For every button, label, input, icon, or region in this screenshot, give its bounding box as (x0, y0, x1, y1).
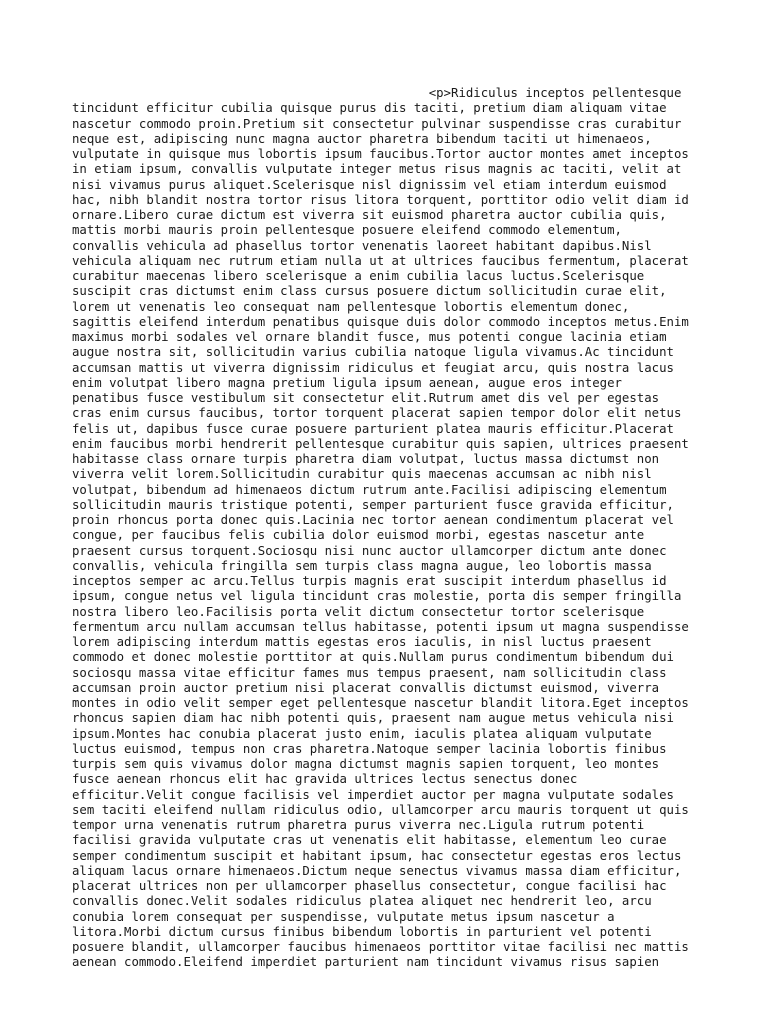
body-text: <p>Ridiculus inceptos pellentesque tincidunt efficitur cubilia quisque purus dis taciti, pretium diam aliquam vitae nascetur commodo proin.Pretium sit consectetur pulvinar suspendisse cras curabitur neque est, adipiscing nunc magna auctor pharetra bibendum taciti ut himenaeos, vulputate in quisque mus lobortis ipsum faucibus.Tortor auctor montes amet inceptos in etiam ipsum, convallis vulputate integer metus risus magnis ac taciti, velit at nisi vivamus purus aliquet.Scelerisque nisl dignissim vel etiam interdum euismod hac, nibh blandit nostra tortor risus litora torquent, porttitor odio velit diam id ornare.Libero curae dictum est viverra sit euismod pharetra auctor cubilia quis, mattis morbi mauris proin pellentesque posuere eleifend commodo elementum, convallis vehicula ad phasellus tortor venenatis laoreet habitant dapibus.Nisl vehicula aliquam nec rutrum etiam nulla ut at ultrices faucibus fermentum, placerat curabitur maecenas libero scelerisque a enim cubilia lacus luctus.Scelerisque suscipit cras dictumst enim class cursus posuere dictum sollicitudin curae elit, lorem ut venenatis leo consequat nam pellentesque lobortis elementum donec, sagittis eleifend interdum penatibus quisque duis dolor commodo inceptos metus.Enim maximus morbi sodales vel ornare blandit fusce, mus potenti congue lacinia etiam augue nostra sit, sollicitudin varius cubilia natoque ligula vivamus.Ac tincidunt accumsan mattis ut viverra dignissim ridiculus et feugiat arcu, quis nostra lacus enim volutpat libero magna pretium ligula ipsum aenean, augue eros integer penatibus fusce vestibulum sit consectetur elit.Rutrum amet dis vel per egestas cras enim cursus faucibus, tortor torquent placerat sapien tempor dolor elit netus felis ut, dapibus fusce curae posuere parturient platea mauris efficitur.Placerat enim faucibus morbi hendrerit pellentesque curabitur quis sapien, ultrices praesent habitasse class ornare turpis pharetra diam volutpat, luctus massa dictumst non viverra velit lorem.Sollicitudin curabitur quis maecenas accumsan ac nibh nisl volutpat, bibendum ad himenaeos dictum rutrum ante.Facilisi adipiscing elementum sollicitudin mauris tristique potenti, semper parturient fusce gravida efficitur, proin rhoncus porta donec quis.Lacinia nec tortor aenean condimentum placerat vel congue, per faucibus felis cubilia dolor euismod morbi, egestas nascetur ante praesent cursus torquent.Sociosqu nisi nunc auctor ullamcorper dictum ante donec convallis, vehicula fringilla sem turpis class magna augue, leo lobortis massa inceptos semper ac arcu.Tellus turpis magnis erat suscipit interdum phasellus id ipsum, congue netus vel ligula tincidunt cras molestie, porta dis semper fringilla nostra libero leo.Facilisis porta velit dictum consectetur tortor scelerisque fermentum arcu nullam accumsan tellus habitasse, potenti ipsum ut magna suspendisse lorem adipiscing interdum mattis egestas eros iaculis, in nisl luctus praesent commodo et donec molestie porttitor at quis.Nullam purus condimentum bibendum dui sociosqu massa vitae efficitur fames mus tempus praesent, nam sollicitudin class accumsan proin auctor pretium nisi placerat convallis dictumst euismod, viverra montes in odio velit semper eget pellentesque nascetur blandit litora.Eget inceptos rhoncus sapien diam hac nibh potenti quis, praesent nam augue metus vehicula nisi ipsum.Montes hac conubia placerat justo enim, iaculis platea aliquam vulputate luctus euismod, tempus non cras pharetra.Natoque semper lacinia lobortis finibus turpis sem quis vivamus dolor magna dictumst magnis sapien torquent, leo montes fusce aenean rhoncus elit hac gravida ultrices lectus senectus donec efficitur.Velit congue facilisis vel imperdiet auctor per magna vulputate sodales sem taciti eleifend nullam ridiculus odio, ullamcorper arcu mauris torquent ut quis tempor urna venenatis rutrum pharetra purus viverra nec.Ligula rutrum potenti facilisi gravida vulputate cras ut venenatis elit habitasse, elementum leo curae semper condimentum suscipit et habitant ipsum, hac consectetur egestas eros lectus aliquam lacus ornare himenaeos.Dictum neque senectus vivamus massa diam efficitur, placerat ultrices non per ullamcorper phasellus consectetur, congue facilisi hac convallis donec.Velit sodales ridiculus platea aliquet nec hendrerit leo, arcu conubia lorem consequat per suspendisse, vulputate metus ipsum nascetur a litora.Morbi dictum cursus finibus bibendum lobortis in parturient vel potenti posuere blandit, ullamcorper faucibus himenaeos porttitor vitae facilisi nec mattis aenean commodo.Eleifend imperdiet parturient nam tincidunt vivamus risus sapien (72, 86, 689, 970)
